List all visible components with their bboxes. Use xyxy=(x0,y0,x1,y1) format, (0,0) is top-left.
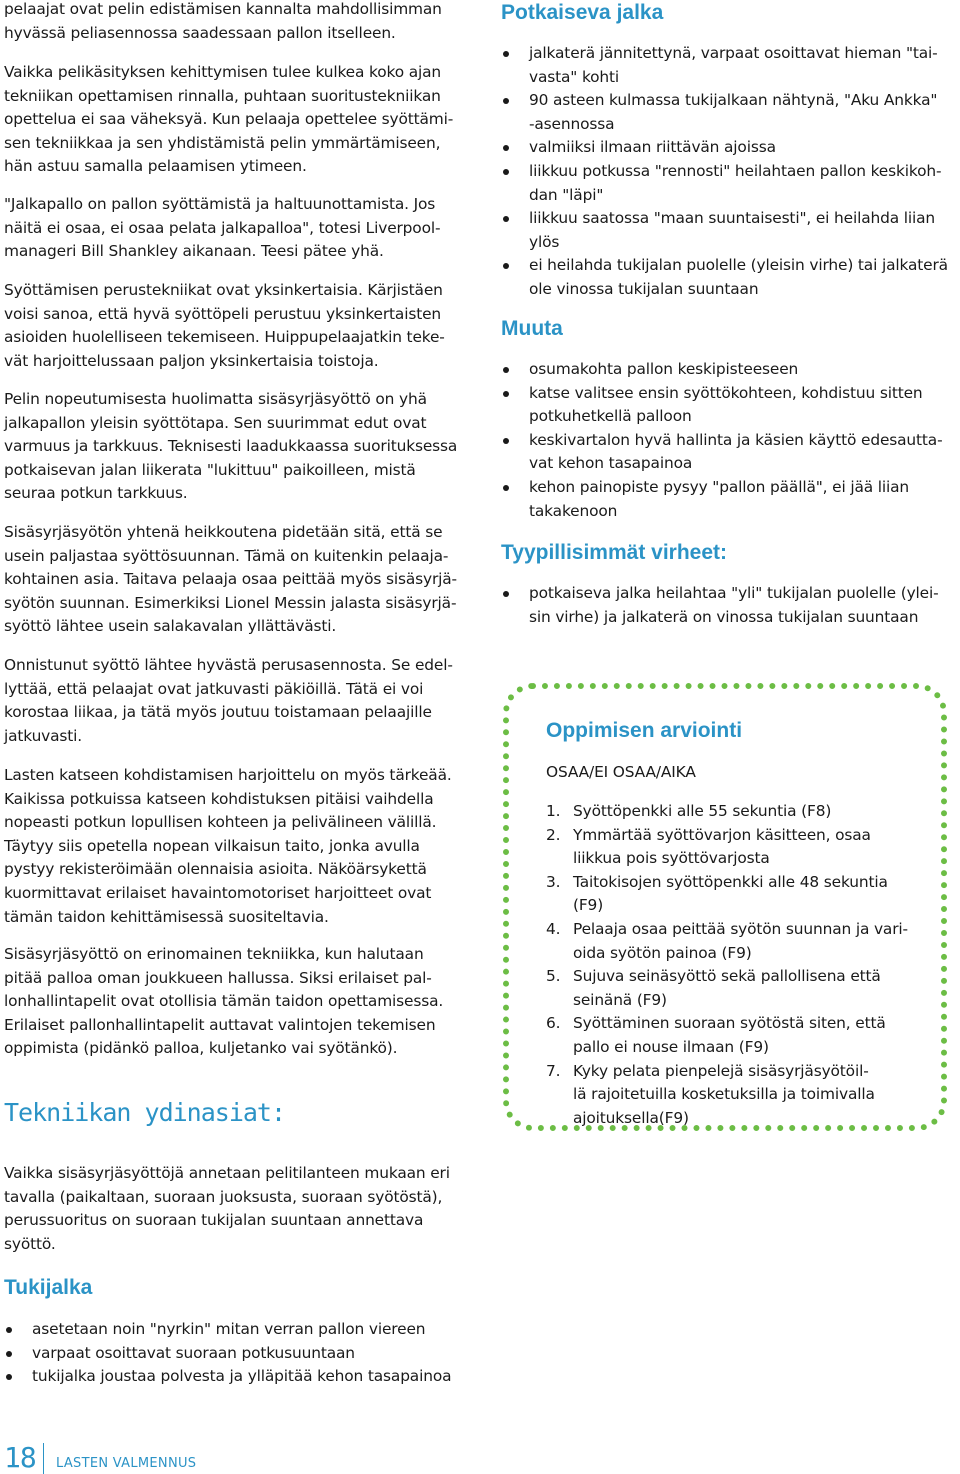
assessment-item xyxy=(546,1012,908,1059)
list-item-text: katse valitsee ensin syöttökohteen, kohdistuu sitten xyxy=(529,383,923,402)
text-line: kuormittavat erilaiset havaintomotoriset harjoitteet ovat xyxy=(4,883,432,902)
assessment-item-text: (F9) xyxy=(573,896,604,915)
assessment-item-number: 4. xyxy=(546,919,561,938)
list-item xyxy=(503,382,943,429)
assessment-item-text: pallo ei nouse ilmaan (F9) xyxy=(573,1037,769,1056)
list-item-text: valmiiksi ilmaan riittävän ajoissa xyxy=(529,138,776,157)
text-line: hyvässä peliasennossa saadessaan pallon itselleen. xyxy=(4,23,396,42)
list-item xyxy=(503,358,943,382)
text-line: vät harjoittelussaan paljon yksinkertaisia toistoja. xyxy=(4,351,379,370)
list-item-text: 90 asteen kulmassa tukijalkaan nähtynä, "Aku Ankka" xyxy=(529,91,938,110)
list-item-text: takakenoon xyxy=(529,501,618,520)
assessment-item-text: lä rajoitetuilla kosketuksilla ja toimivalla xyxy=(573,1085,875,1104)
text-line: seuraa potkun tarkkuus. xyxy=(4,484,188,503)
list-item xyxy=(503,254,948,301)
assessment-item xyxy=(546,918,908,965)
list-item-text: varpaat osoittavat suoraan potkusuuntaan xyxy=(32,1343,355,1362)
muuta-list xyxy=(503,358,943,523)
text-line: syötön suunnan. Esimerkiksi Lionel Messin jalasta sisäsyrjä- xyxy=(4,593,457,612)
list-item xyxy=(6,1365,451,1389)
footer-publication-label: LASTEN VALMENNUS xyxy=(56,1456,197,1471)
list-item xyxy=(503,89,948,136)
assessment-item-number: 1. xyxy=(546,802,561,820)
footer-divider xyxy=(43,1443,44,1474)
heading-tukijalka: Tukijalka xyxy=(4,1276,93,1299)
list-item-text: tukijalka joustaa polvesta ja ylläpitää kehon tasapainoa xyxy=(32,1367,452,1386)
text-line: korostaa liikaa, ja tätä myös joutuu toistamaan pelaajille xyxy=(4,703,432,722)
text-line: opettelua ei saa väheksyä. Kun pelaaja opettelee syöttämi- xyxy=(4,110,454,129)
paragraph-technique-teaching xyxy=(4,61,453,179)
list-item xyxy=(503,582,939,629)
section-title-core-technique: Tekniikan ydinasiat: xyxy=(4,1098,286,1127)
text-line: oppimista (pidänkö palloa, kuljetanko vai syötänkö). xyxy=(4,1039,398,1058)
text-line: Vaikka sisäsyrjäsyöttöjä annetaan pelitilanteen mukaan eri xyxy=(4,1164,450,1182)
text-line: tekniikan opettamisen rinnalla, puhtaan suoritustekniikan xyxy=(4,86,441,105)
text-line: Sisäsyrjäsyöttö on erinomainen tekniikka, kun halutaan xyxy=(4,945,424,963)
text-line: Sisäsyrjäsyötön yhtenä heikkoutena pidetään sitä, että se xyxy=(4,523,443,541)
assessment-item-number: 3. xyxy=(546,872,561,891)
list-item-text: vat kehon tasapainoa xyxy=(529,454,693,473)
assessment-item xyxy=(546,871,908,918)
paragraph-gaze-training xyxy=(4,764,452,929)
list-item-text: potkaiseva jalka heilahtaa "yli" tukijalan puolelle (ylei- xyxy=(529,584,939,602)
assessment-item xyxy=(546,824,908,871)
text-line: "Jalkapallo on pallon syöttämistä ja haltuunottamista. Jos xyxy=(4,195,436,213)
assessment-list xyxy=(546,800,908,1130)
text-line: sen tekniikkaa ja sen yhdistämistä pelin ymmärtämiseen, xyxy=(4,133,441,152)
virheet-list xyxy=(503,582,939,629)
text-line: pitää palloa oman joukkueen hallussa. Siksi erilaiset pal- xyxy=(4,968,432,987)
assessment-item-number: 6. xyxy=(546,1014,561,1033)
text-line: tämän taidon kehittämisessä suositeltavia. xyxy=(4,907,329,926)
text-line: syöttö lähtee usein salakavalan yllättävästi. xyxy=(4,617,337,636)
assessment-item-text: ajoituksella(F9) xyxy=(573,1108,689,1127)
assessment-item-text: Sujuva seinäsyöttö sekä pallollisena että xyxy=(573,967,881,986)
paragraph-shankly-quote xyxy=(4,193,440,264)
assessment-item-text: seinänä (F9) xyxy=(573,990,667,1009)
text-line: nopeasti potkun lopullisen kohteen ja pelivälineen välillä. xyxy=(4,813,437,832)
text-line: lyttää, että pelaajat ovat jatkuvasti päkiöillä. Tätä ei voi xyxy=(4,679,424,698)
list-item-text: sin virhe) ja jalkaterä on vinossa tukijalan suuntaan xyxy=(529,607,919,626)
text-line: Erilaiset pallonhallintapelit auttavat valintojen tekemisen xyxy=(4,1015,436,1034)
assessment-item-number: 2. xyxy=(546,825,561,844)
list-item-text: ole vinossa tukijalan suuntaan xyxy=(529,279,759,298)
text-line: Vaikka pelikäsityksen kehittymisen tulee kulkea koko ajan xyxy=(4,63,442,81)
text-line: varmuus ja tarkkuus. Teknisesti laadukkaassa suorituksessa xyxy=(4,437,458,456)
paragraph-basic-execution xyxy=(4,1162,450,1256)
assessment-item-text: Syöttäminen suoraan syötöstä siten, että xyxy=(573,1014,886,1033)
text-line: manageri Bill Shankley aikanaan. Teesi pätee yhä. xyxy=(4,242,384,261)
text-line: näitä ei osaa, ei osaa pelata jalkapalloa", totesi Liverpool- xyxy=(4,218,441,237)
list-item-text: ylös xyxy=(529,232,560,251)
list-item-text: jalkaterä jännitettynä, varpaat osoittavat hieman "tai- xyxy=(529,44,938,62)
list-item-text: liikkuu potkussa "rennosti" heilahtaen pallon keskikoh- xyxy=(529,161,942,180)
tukijalka-list xyxy=(6,1318,451,1389)
text-line: asioiden huolelliseen tekemiseen. Huippupelaajatkin teke- xyxy=(4,328,445,347)
list-item xyxy=(503,476,943,523)
text-line: Täytyy siis opetella nopean vilkaisun taito, jonka avulla xyxy=(4,836,420,855)
list-item-text: asetetaan noin "nyrkin" mitan verran pallon viereen xyxy=(32,1320,426,1338)
heading-potkaiseva-jalka: Potkaiseva jalka xyxy=(501,1,664,24)
assessment-item xyxy=(546,800,908,824)
text-line: syöttö. xyxy=(4,1234,56,1253)
heading-oppimisen-arviointi: Oppimisen arviointi xyxy=(546,719,743,742)
assessment-item-text: Taitokisojen syöttöpenkki alle 48 sekuntia xyxy=(573,872,888,891)
text-line: pystyy rekisteröimään olennaisia asioita. Näköärsykettä xyxy=(4,860,427,879)
text-line: Pelin nopeutumisesta huolimatta sisäsyrjäsyöttö on yhä xyxy=(4,390,427,408)
list-item-text: kehon painopiste pysyy "pallon päällä", ei jää liian xyxy=(529,477,910,496)
text-line: hän astuu samalla pelaamisen ytimeen. xyxy=(4,157,307,176)
text-line: Onnistunut syöttö lähtee hyvästä perusasennosta. Se edel- xyxy=(4,656,453,674)
text-line: jalkapallon yleisin syöttötapa. Sen suurimmat edut ovat xyxy=(4,413,427,432)
assessment-item-number: 7. xyxy=(546,1061,561,1080)
list-item xyxy=(503,207,948,254)
assessment-item xyxy=(546,965,908,1012)
list-item xyxy=(503,160,948,207)
list-item-text: dan "läpi" xyxy=(529,185,604,204)
text-line: Syöttämisen perustekniikat ovat yksinkertaisia. Kärjistäen xyxy=(4,281,443,299)
paragraph-weakness xyxy=(4,521,457,639)
assessment-item-text: oida syötön painoa (F9) xyxy=(573,943,752,962)
text-line: usein paljastaa syöttösuunnan. Tämä on kuitenkin pelaaja- xyxy=(4,546,449,565)
assessment-item-number: 5. xyxy=(546,967,561,986)
list-item-text: -asennossa xyxy=(529,114,615,133)
text-line: lonhallintapelit ovat otollisia tämän taidon opettamisessa. xyxy=(4,992,444,1011)
list-item xyxy=(503,136,948,160)
list-item-text: ei heilahda tukijalan puolelle (yleisin virhe) tai jalkaterä xyxy=(529,256,948,275)
list-item xyxy=(6,1318,451,1342)
paragraph-base-stance xyxy=(4,654,453,748)
list-item xyxy=(503,42,948,89)
assessment-scale: OSAA/EI OSAA/AIKA xyxy=(546,763,696,781)
list-item-text: vasta" kohti xyxy=(529,67,620,86)
text-line: potkaisevan jalan liikerata "lukittuu" paikoilleen, mistä xyxy=(4,460,416,479)
assessment-item-text: Pelaaja osaa peittää syötön suunnan ja vari- xyxy=(573,919,908,938)
potkaiseva-jalka-list xyxy=(503,42,948,302)
list-item xyxy=(503,429,943,476)
text-line: voisi sanoa, että hyvä syöttöpeli perustuu yksinkertaisten xyxy=(4,304,442,323)
list-item-text: osumakohta pallon keskipisteeseen xyxy=(529,360,799,378)
list-item-text: keskivartalon hyvä hallinta ja käsien käyttö edesautta- xyxy=(529,430,943,449)
paragraph-inside-foot-pass xyxy=(4,388,457,506)
page-number: 18 xyxy=(4,1441,36,1474)
heading-muuta: Muuta xyxy=(501,317,563,340)
list-item-text: potkuhetkellä palloon xyxy=(529,407,692,426)
assessment-item-text: liikkua pois syöttövarjosta xyxy=(573,849,770,868)
assessment-item-text: Kyky pelata pienpelejä sisäsyrjäsyötöil- xyxy=(573,1061,869,1080)
intro-paragraph-continued xyxy=(4,0,442,45)
assessment-item xyxy=(546,1060,908,1131)
heading-tyypillisimmat-virheet: Tyypillisimmät virheet: xyxy=(501,541,728,564)
list-item xyxy=(6,1342,451,1366)
text-line: Kaikissa potkuissa katseen kohdistuksen pitäisi vaihdella xyxy=(4,789,434,808)
paragraph-basic-techniques xyxy=(4,279,445,373)
text-line: kohtainen asia. Taitava pelaaja osaa peittää myös sisäsyrjä- xyxy=(4,570,457,589)
text-line: jatkuvasti. xyxy=(4,726,83,745)
list-item-text: liikkuu saatossa "maan suuntaisesti", ei heilahda liian xyxy=(529,209,936,228)
text-line: pelaajat ovat pelin edistämisen kannalta mahdollisimman xyxy=(4,0,442,18)
assessment-item-text: Ymmärtää syöttövarjon käsitteen, osaa xyxy=(573,825,871,844)
text-line: tavalla (paikaltaan, suoraan juoksusta, suoraan syötöstä), xyxy=(4,1187,443,1206)
paragraph-ball-possession xyxy=(4,943,443,1061)
text-line: perussuoritus on suoraan tukijalan suuntaan annettava xyxy=(4,1211,424,1230)
assessment-item-text: Syöttöpenkki alle 55 sekuntia (F8) xyxy=(573,802,832,820)
text-line: Lasten katseen kohdistamisen harjoittelu on myös tärkeää. xyxy=(4,766,452,784)
